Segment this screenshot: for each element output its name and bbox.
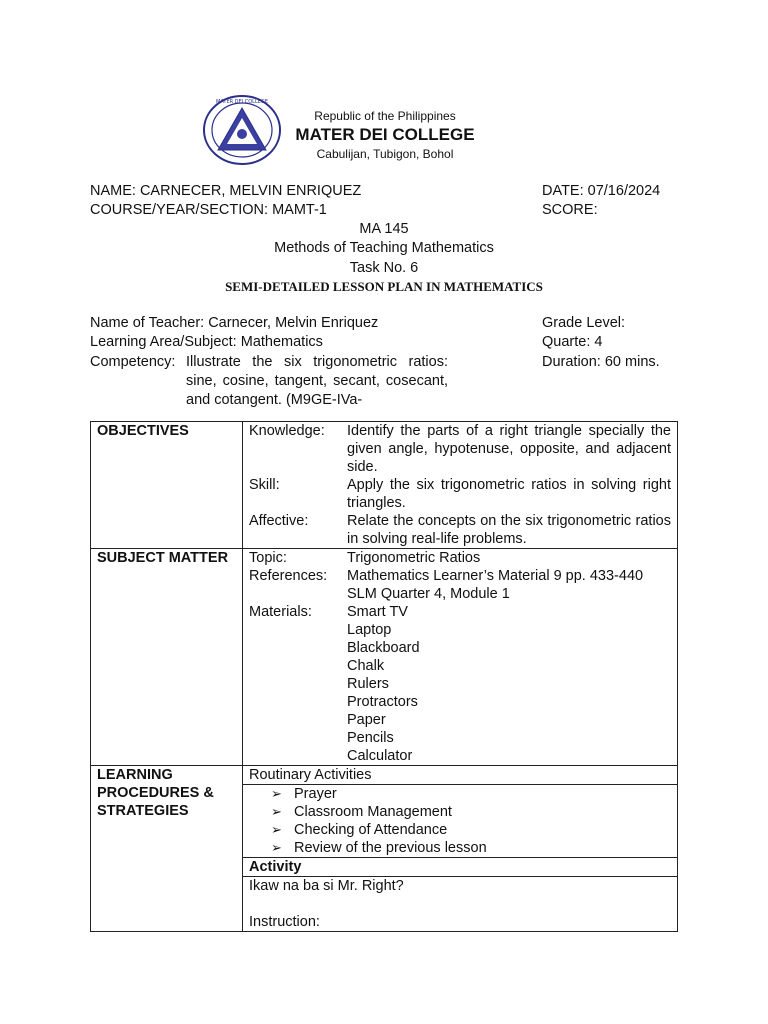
duration: Duration: 60 mins.	[542, 354, 660, 370]
routinary-activities: Routinary Activities	[243, 766, 678, 785]
college-address: Cabulijan, Tubigon, Bohol	[316, 147, 454, 161]
material-item: Rulers	[347, 676, 389, 692]
routine-item	[249, 785, 671, 803]
material-item: Paper	[347, 712, 386, 728]
activity-content	[243, 877, 678, 932]
instruction-label: Instruction:	[249, 914, 320, 930]
material-item: Smart TV	[347, 604, 408, 620]
svg-text:MATER DEI COLLEGE: MATER DEI COLLEGE	[216, 99, 268, 105]
routine-text: Review of the previous lesson	[294, 840, 487, 856]
college-name: MATER DEI COLLEGE	[295, 125, 475, 144]
objective-label: Knowledge:	[249, 423, 325, 439]
student-name: NAME: CARNECER, MELVIN ENRIQUEZ	[90, 183, 362, 199]
score-field: SCORE:	[542, 202, 598, 218]
material-item: Laptop	[347, 622, 392, 638]
grade-level: Grade Level:	[542, 315, 626, 331]
competency-text: Illustrate the six trigonometric ratios: sine, cosine, tangent, secant, cosecant, and cotangent. (M9GE-IVa-	[186, 354, 448, 408]
subject-matter-heading: SUBJECT MATTER	[91, 549, 243, 766]
routine-text: Classroom Management	[294, 804, 452, 820]
school-header	[280, 108, 490, 162]
objective-affective	[249, 512, 671, 548]
material-item: Chalk	[347, 658, 385, 674]
quarter: Quarte: 4	[542, 334, 603, 350]
lesson-plan-table	[90, 421, 678, 932]
material-item: Calculator	[347, 748, 413, 764]
topic-label: Topic:	[249, 550, 287, 566]
routine-item	[249, 821, 671, 839]
objective-label: Skill:	[249, 477, 280, 493]
references	[249, 567, 671, 603]
objectives-heading: OBJECTIVES	[91, 422, 243, 549]
teacher-name: Name of Teacher: Carnecer, Melvin Enriquez	[90, 315, 379, 331]
objectives-row	[91, 422, 678, 549]
objectives-content	[243, 422, 678, 549]
material-item: Pencils	[347, 730, 394, 746]
reference-item: Mathematics Learner’s Material 9 pp. 433-440	[347, 568, 644, 584]
routine-text: Prayer	[294, 786, 337, 802]
arrow-bullet-icon: ➢	[271, 840, 282, 855]
republic-line: Republic of the Philippines	[314, 109, 456, 123]
material-item: Protractors	[347, 694, 418, 710]
college-seal-logo	[202, 94, 282, 166]
objective-label: Affective:	[249, 513, 309, 529]
topic-value: Trigonometric Ratios	[347, 550, 481, 566]
objective-knowledge	[249, 422, 671, 476]
procedures-heading: LEARNING PROCEDURES & STRATEGIES	[91, 766, 243, 932]
routines-list	[243, 785, 678, 858]
arrow-bullet-icon: ➢	[271, 822, 282, 837]
materials-list	[347, 603, 671, 765]
procedures-row	[91, 766, 678, 785]
routine-item	[249, 803, 671, 821]
references-label: References:	[249, 568, 328, 584]
competency-label: Competency:	[90, 354, 176, 370]
activity-label: Activity	[243, 858, 678, 877]
arrow-bullet-icon: ➢	[271, 804, 282, 819]
routine-item	[249, 839, 671, 857]
objective-text: Relate the concepts on the six trigonometric ratios in solving real-life problems.	[347, 513, 671, 547]
reference-item: SLM Quarter 4, Module 1	[347, 586, 510, 602]
subject-matter-row	[91, 549, 678, 766]
course-name: Methods of Teaching Mathematics	[274, 240, 494, 256]
material-item: Blackboard	[347, 640, 420, 656]
objective-skill	[249, 476, 671, 512]
course-section: COURSE/YEAR/SECTION: MAMT-1	[90, 202, 327, 218]
subject-matter-content	[243, 549, 678, 766]
materials-label: Materials:	[249, 604, 312, 620]
topic	[249, 549, 671, 567]
materials	[249, 603, 671, 765]
learning-area: Learning Area/Subject: Mathematics	[90, 334, 323, 350]
date-field: DATE: 07/16/2024	[542, 183, 661, 199]
lesson-plan-title: SEMI-DETAILED LESSON PLAN IN MATHEMATICS	[225, 279, 543, 294]
activity-title: Ikaw na ba si Mr. Right?	[249, 878, 404, 894]
task-number: Task No. 6	[349, 260, 419, 276]
objective-text: Apply the six trigonometric ratios in solving right triangles.	[347, 477, 671, 511]
arrow-bullet-icon: ➢	[271, 786, 282, 801]
routine-text: Checking of Attendance	[294, 822, 448, 838]
references-list	[347, 567, 671, 603]
objective-text: Identify the parts of a right triangle specially the given angle, hypotenuse, opposite, and adjacent side.	[347, 423, 671, 475]
course-code: MA 145	[359, 221, 409, 237]
